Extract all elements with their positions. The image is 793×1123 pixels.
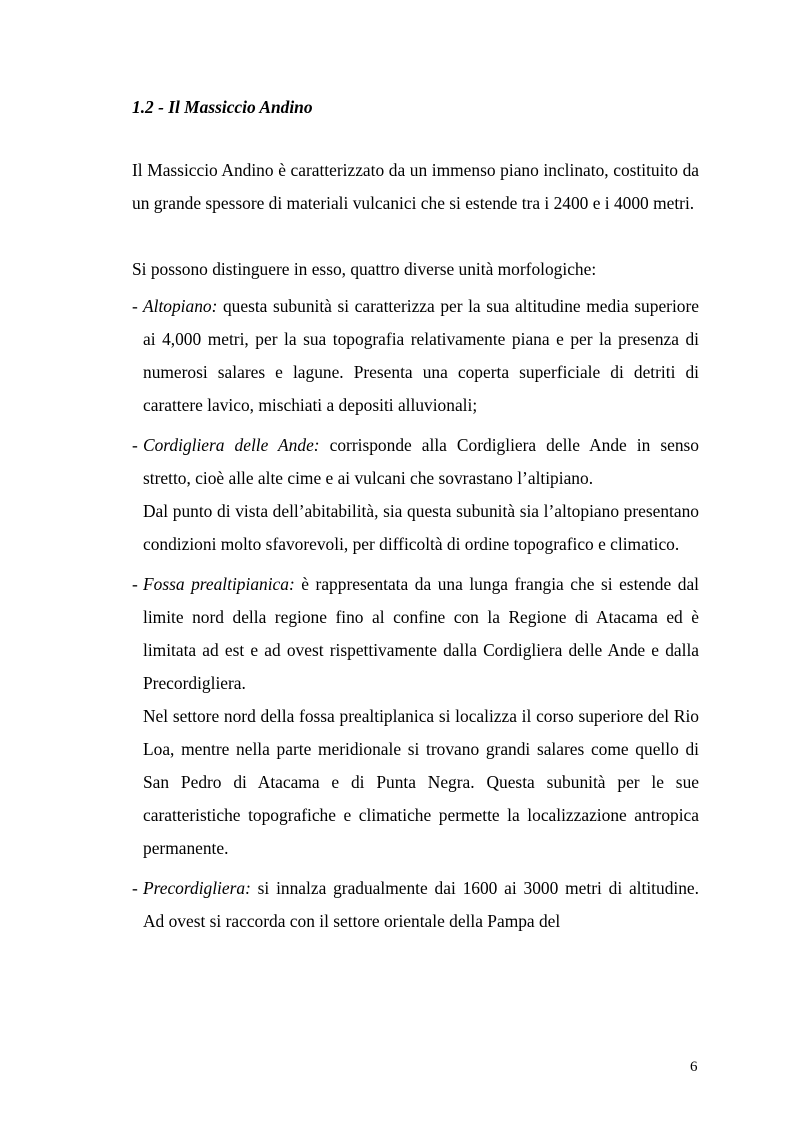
unit-description: questa subunità si caratterizza per la sua altitudine media superiore ai 4,000 metri, per la sua topografia relativamente piana e per la presenza di numerosi salares e lagune. Presenta una coperta superficiale di detriti di carattere lavico, mischiati a depositi alluvionali; — [143, 296, 699, 415]
page-number: 6 — [690, 1059, 698, 1075]
list-dash: - — [132, 878, 138, 898]
morphological-units-list — [132, 290, 699, 938]
unit-extra-paragraph: Nel settore nord della fossa prealtiplanica si localizza il corso superiore del Rio Loa, mentre nella parte meridionale si trovano grandi salares come quello di San Pedro di Atacama e di Punta Negra. Questa subunità per le sue caratteristiche topografiche e climatiche permette la localizzazione antropica permanente. — [143, 706, 699, 858]
intro-paragraph: Il Massiccio Andino è caratterizzato da un immenso piano inclinato, costituito da un grande spessore di materiali vulcanici che si estende tra i 2400 e i 4000 metri. — [132, 160, 699, 213]
list-item-cordigliera — [132, 429, 699, 561]
unit-term: Precordigliera: — [143, 878, 251, 898]
unit-description: è rappresentata da una lunga frangia che si estende dal limite nord della regione fino al confine con la Regione di Atacama ed è limitata ad est e ad ovest rispettivamente dalla Cordigliera delle Ande e dalla Precordigliera. — [143, 574, 699, 693]
list-item-fossa — [132, 568, 699, 865]
unit-description: si innalza gradualmente dai 1600 ai 3000 metri di altitudine. Ad ovest si raccorda con il settore orientale della Pampa del — [143, 878, 699, 931]
list-item-precordigliera — [132, 872, 699, 938]
list-item-altopiano — [132, 290, 699, 422]
lead-sentence: Si possono distinguere in esso, quattro diverse unità morfologiche: — [132, 259, 597, 279]
list-dash: - — [132, 296, 138, 316]
unit-term: Cordigliera delle Ande: — [143, 435, 320, 455]
unit-term: Altopiano: — [143, 296, 218, 316]
unit-term: Fossa prealtipianica: — [143, 574, 295, 594]
unit-extra-paragraph: Dal punto di vista dell’abitabilità, sia questa subunità sia l’altopiano presentano condizioni molto sfavorevoli, per difficoltà di ordine topografico e climatico. — [143, 501, 699, 554]
section-title: 1.2 - Il Massiccio Andino — [132, 97, 313, 117]
unit-description: corrisponde alla Cordigliera delle Ande in senso stretto, cioè alle alte cime e ai vulcani che sovrastano l’altipiano. — [143, 435, 699, 488]
list-dash: - — [132, 574, 138, 594]
list-dash: - — [132, 435, 138, 455]
